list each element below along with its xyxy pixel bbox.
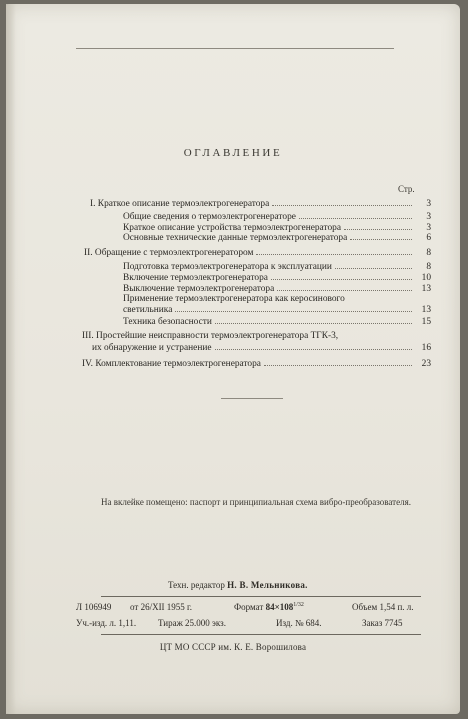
toc-entry [123, 272, 431, 283]
imprint-order: Заказ 7745 [362, 618, 403, 628]
toc-entry [90, 198, 431, 209]
leader-dots [350, 232, 412, 240]
toc-entry-page: 23 [421, 359, 431, 369]
leader-dots [335, 261, 412, 269]
leader-dots [215, 342, 412, 350]
toc-entry-text-cont: их обнаружение и устранение [92, 343, 212, 353]
imprint-uch: Уч.-изд. л. 1,11. [76, 618, 137, 628]
format-label: Формат [234, 602, 264, 612]
editor-label: Техн. редактор [168, 580, 225, 590]
toc-entry-page: 3 [426, 199, 431, 209]
toc-entry-text: Выключение термоэлектрогенератора [123, 284, 275, 294]
toc-entry [84, 247, 431, 258]
editor-name: Н. В. Мельникова. [227, 580, 308, 590]
top-rule [76, 48, 394, 49]
imprint-date: от 26/XII 1955 г. [130, 602, 192, 612]
toc-entry-page: 3 [426, 223, 431, 233]
toc-entry-text: IV. Комплектование термоэлектрогенератора [82, 359, 261, 369]
toc-entry [123, 304, 431, 315]
leader-dots [344, 222, 412, 230]
tech-editor-line [168, 580, 308, 590]
toc-entry [123, 211, 431, 222]
toc-entry-text: Краткое описание устройства термоэлектрогенератора [123, 223, 341, 233]
toc-entry-text: Применение термоэлектрогенератора как керосинового [123, 294, 345, 304]
leader-dots [271, 272, 412, 280]
toc-entry-page: 13 [421, 284, 431, 294]
toc-entry-text: I. Краткое описание термоэлектрогенератора [90, 199, 270, 209]
toc-entry [92, 342, 431, 353]
toc-entry-text: Включение термоэлектрогенератора [123, 273, 268, 283]
format-fraction: 1/32 [293, 602, 304, 608]
leader-dots [272, 198, 412, 206]
imprint-tirage: Тираж 25.000 экз. [158, 618, 226, 628]
toc-entry-text: Основные технические данные термоэлектрогенератора [123, 233, 348, 243]
toc-entry [123, 316, 431, 327]
toc-entry-text: Техника безопасности [123, 317, 212, 327]
toc-entry [123, 261, 431, 272]
imprint-volume: Объем 1,54 п. л. [352, 602, 414, 612]
page-column-label: Стр. [398, 184, 415, 194]
imprint-izd: Изд. № 684. [276, 618, 322, 628]
page-spine [6, 4, 16, 714]
toc-entry-text: Общие сведения о термоэлектрогенераторе [123, 212, 296, 222]
leader-dots [299, 211, 412, 219]
imprint-format [234, 602, 304, 612]
toc-entry [123, 232, 431, 243]
book-page [6, 4, 460, 714]
toc-entry-page: 8 [426, 248, 431, 258]
toc-entry-text: III. Простейшие неисправности термоэлектрогенератора ТГК-3, [82, 331, 339, 341]
leader-dots [264, 358, 412, 366]
toc-entry-page: 15 [421, 317, 431, 327]
toc-entry-text: II. Обращение с термоэлектрогенератором [84, 248, 254, 258]
toc-entry-page: 13 [421, 305, 431, 315]
toc-entry-page: 8 [426, 262, 431, 272]
leader-dots [175, 304, 412, 312]
toc-entry-text-cont: светильника [123, 305, 173, 315]
imprint-rule-bottom [101, 634, 421, 635]
leader-dots [256, 247, 412, 255]
format-value: 84×108 [265, 602, 294, 612]
section-divider [221, 398, 283, 399]
leader-dots [277, 283, 412, 291]
leader-dots [215, 316, 412, 324]
imprint-rule-top [101, 596, 421, 597]
toc-entry-page: 6 [426, 233, 431, 243]
printer-line: ЦТ МО СССР им. К. Е. Ворошилова [159, 642, 307, 652]
imprint-code: Л 106949 [76, 602, 112, 612]
toc-entry-page: 10 [421, 273, 431, 283]
toc-heading: ОГЛАВЛЕНИЕ [183, 147, 283, 159]
toc-entry [123, 283, 431, 294]
toc-entry [82, 358, 431, 369]
toc-entry-page: 3 [426, 212, 431, 222]
toc-entry-page: 16 [421, 343, 431, 353]
toc-entry-text: Подготовка термоэлектрогенератора к эксплуатации [123, 262, 332, 272]
insert-note: На вклейке помещено: паспорт и принципиальная схема вибро-преобразователя. [101, 497, 411, 507]
